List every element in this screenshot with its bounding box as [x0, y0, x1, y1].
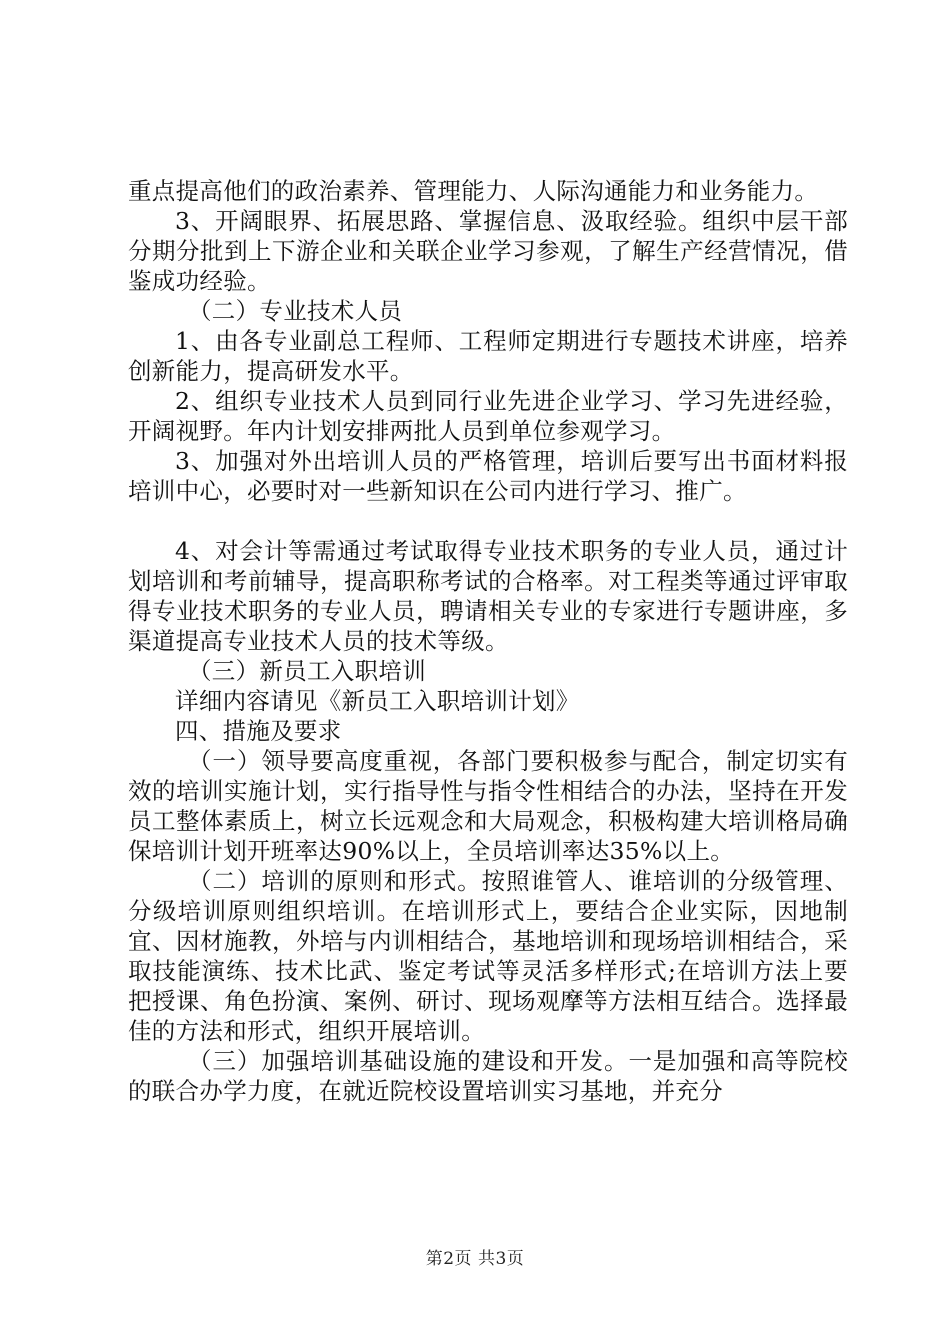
- section-heading-new-employee: （三）新员工入职培训: [188, 657, 426, 685]
- paragraph-item-3-broaden-horizons: 3、开阔眼界、拓展思路、掌握信息、汲取经验。组织中层干部分期分批到上下游企业和关联企业学习参观，了解生产经营情况，借鉴成功经验。: [128, 207, 848, 295]
- page-footer: 第2页 共3页: [425, 1249, 525, 1269]
- paragraph-measure-1-leadership: （一）领导要高度重视，各部门要积极参与配合，制定切实有效的培训实施计划，实行指导性与指令性相结合的办法，坚持在开发员工整体素质上，树立长远观念和大局观念，积极构建大培训格局确保培训计划开班率达90%以上，全员培训率达35%以上。: [128, 747, 848, 865]
- section-heading-measures: 四、措施及要求: [175, 717, 342, 745]
- paragraph-gap: [128, 506, 848, 536]
- paragraph-item-4-certification: 4、对会计等需通过考试取得专业技术职务的专业人员，通过计划培训和考前辅导，提高职称考试的合格率。对工程类等通过评审取得专业技术职务的专业人员，聘请相关专业的专家进行专题讲座，多渠道提高专业技术人员的技术等级。: [128, 537, 848, 655]
- document-body: [128, 176, 848, 1106]
- paragraph-continuation: 重点提高他们的政治素养、管理能力、人际沟通能力和业务能力。: [128, 177, 819, 205]
- paragraph-item-1-lectures: 1、由各专业副总工程师、工程师定期进行专题技术讲座，培养创新能力，提高研发水平。: [128, 327, 848, 385]
- paragraph-measure-2-principles: （二）培训的原则和形式。按照谁管人、谁培训的分级管理、分级培训原则组织培训。在培训形式上，要结合企业实际，因地制宜、因材施教，外培与内训相结合，基地培训和现场培训相结合，采取技能演练、技术比武、鉴定考试等灵活多样形式;在培训方法上要把授课、角色扮演、案例、研讨、现场观摩等方法相互结合。选择最佳的方法和形式，组织开展培训。: [128, 867, 848, 1045]
- paragraph-item-2-study-visits: 2、组织专业技术人员到同行业先进企业学习、学习先进经验，开阔视野。年内计划安排两批人员到单位参观学习。: [128, 387, 848, 445]
- paragraph-item-3-management: 3、加强对外出培训人员的严格管理，培训后要写出书面材料报培训中心，必要时对一些新知识在公司内进行学习、推广。: [128, 447, 848, 505]
- paragraph-see-plan: 详细内容请见《新员工入职培训计划》: [175, 687, 580, 715]
- section-heading-technical-staff: （二）专业技术人员: [188, 297, 403, 325]
- paragraph-measure-3-facilities: （三）加强培训基础设施的建设和开发。一是加强和高等院校的联合办学力度，在就近院校设置培训实习基地，并充分: [128, 1047, 848, 1105]
